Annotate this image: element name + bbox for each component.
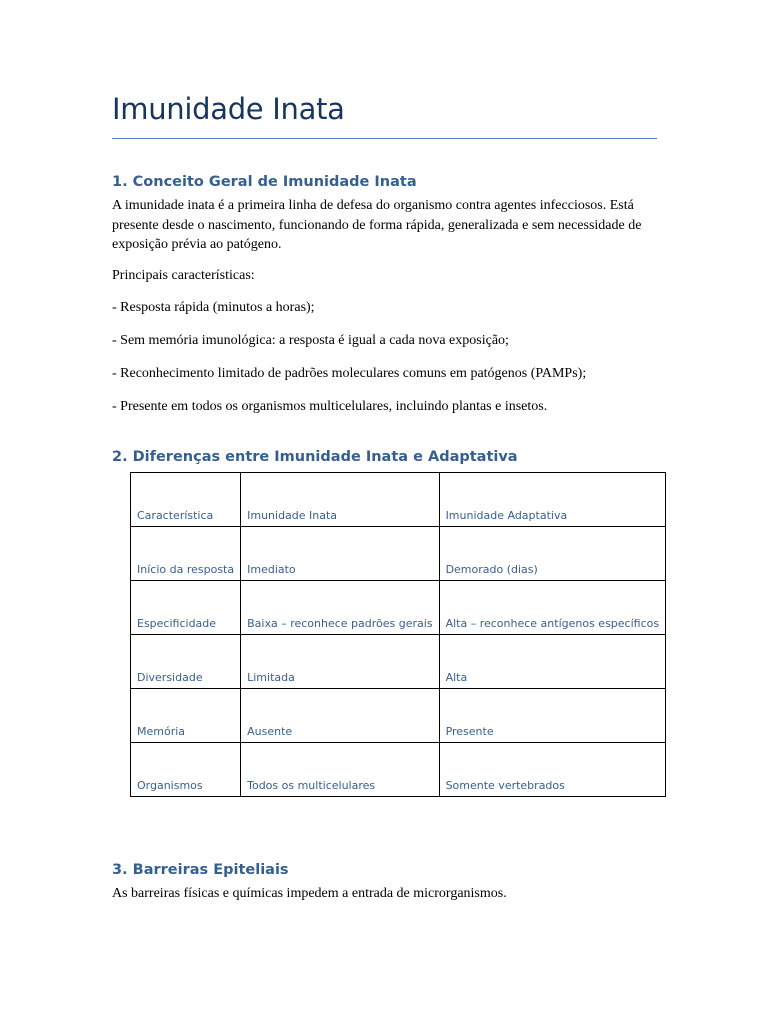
document-title: Imunidade Inata (112, 92, 345, 126)
table-cell: Diversidade (131, 635, 241, 689)
characteristic-item-2: - Sem memória imunológica: a resposta é igual a cada nova exposição; (112, 333, 509, 348)
table-cell: Todos os multicelulares (241, 743, 439, 797)
table-cell: Alta (439, 635, 666, 689)
table-cell: Característica (131, 473, 241, 527)
table-cell: Somente vertebrados (439, 743, 666, 797)
title-underline (112, 138, 657, 139)
table-row (131, 473, 666, 527)
table-row (131, 527, 666, 581)
table-cell: Ausente (241, 689, 439, 743)
table-cell: Memória (131, 689, 241, 743)
table-cell: Imunidade Inata (241, 473, 439, 527)
comparison-table (130, 472, 666, 797)
table-cell: Limitada (241, 635, 439, 689)
characteristic-item-4: - Presente em todos os organismos multicelulares, incluindo plantas e insetos. (112, 399, 548, 414)
table-cell: Demorado (dias) (439, 527, 666, 581)
table-row (131, 689, 666, 743)
section2-heading: 2. Diferenças entre Imunidade Inata e Adaptativa (112, 449, 518, 465)
section1-intro: A imunidade inata é a primeira linha de defesa do organismo contra agentes infecciosos. Está presente desde o nascimento, funcionando de forma rápida, generalizada e sem necessidade de exposição prévia ao patógeno. (112, 198, 642, 252)
characteristics-label: Principais características: (112, 268, 255, 283)
table-cell: Alta – reconhece antígenos específicos (439, 581, 666, 635)
table-row (131, 581, 666, 635)
table-cell: Presente (439, 689, 666, 743)
section3-text: As barreiras físicas e químicas impedem a entrada de microrganismos. (112, 886, 507, 901)
table-cell: Início da resposta (131, 527, 241, 581)
section1-heading: 1. Conceito Geral de Imunidade Inata (112, 174, 417, 190)
table-cell: Imunidade Adaptativa (439, 473, 666, 527)
table-cell: Especificidade (131, 581, 241, 635)
table-row (131, 635, 666, 689)
table-cell: Baixa – reconhece padrões gerais (241, 581, 439, 635)
section3-heading: 3. Barreiras Epiteliais (112, 862, 289, 878)
table-row (131, 743, 666, 797)
characteristic-item-1: - Resposta rápida (minutos a horas); (112, 300, 315, 315)
table-cell: Organismos (131, 743, 241, 797)
table-cell: Imediato (241, 527, 439, 581)
characteristic-item-3: - Reconhecimento limitado de padrões moleculares comuns em patógenos (PAMPs); (112, 366, 587, 381)
